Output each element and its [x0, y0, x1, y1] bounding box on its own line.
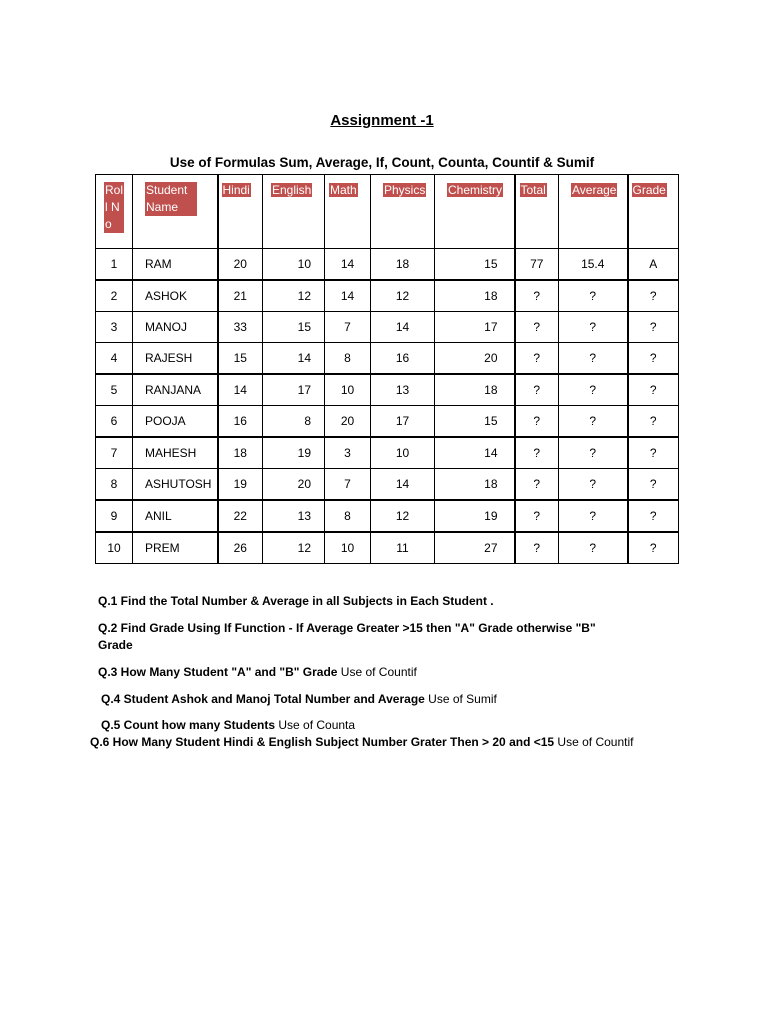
cell-physics: 12 [371, 280, 435, 312]
header-roll-no [96, 175, 133, 249]
cell-hindi: 14 [218, 374, 263, 406]
cell-chemistry: 19 [435, 500, 515, 532]
cell-average: ? [559, 343, 628, 375]
cell-total: ? [515, 312, 559, 343]
cell-name: MAHESH [133, 437, 218, 469]
cell-physics: 11 [371, 532, 435, 564]
question-4 [101, 691, 661, 708]
cell-average: ? [559, 374, 628, 406]
cell-name: ASHOK [133, 280, 218, 312]
question-6 [90, 734, 730, 751]
cell-chemistry: 20 [435, 343, 515, 375]
table-row [96, 532, 679, 564]
cell-hindi: 33 [218, 312, 263, 343]
table-row [96, 469, 679, 501]
cell-hindi: 18 [218, 437, 263, 469]
cell-roll: 6 [96, 406, 133, 438]
cell-english: 8 [263, 406, 325, 438]
header-label: Roll No [105, 183, 124, 231]
cell-physics: 10 [371, 437, 435, 469]
cell-chemistry: 27 [435, 532, 515, 564]
question-2 [98, 620, 613, 654]
cell-math: 10 [325, 374, 371, 406]
question-1 [98, 593, 658, 610]
marks-table [95, 174, 679, 564]
header-math [325, 175, 371, 249]
cell-grade: A [628, 249, 679, 281]
cell-hindi: 20 [218, 249, 263, 281]
cell-average: ? [559, 532, 628, 564]
cell-chemistry: 15 [435, 249, 515, 281]
cell-chemistry: 18 [435, 280, 515, 312]
cell-total: ? [515, 280, 559, 312]
cell-hindi: 16 [218, 406, 263, 438]
header-chemistry [435, 175, 515, 249]
cell-hindi: 22 [218, 500, 263, 532]
header-physics [371, 175, 435, 249]
cell-chemistry: 18 [435, 469, 515, 501]
cell-english: 10 [263, 249, 325, 281]
cell-total: ? [515, 532, 559, 564]
header-label: Chemistry [448, 183, 503, 197]
header-label: English [272, 183, 312, 197]
cell-physics: 13 [371, 374, 435, 406]
cell-math: 3 [325, 437, 371, 469]
cell-roll: 2 [96, 280, 133, 312]
cell-average: ? [559, 469, 628, 501]
cell-physics: 14 [371, 469, 435, 501]
page-title: Assignment -1 [330, 112, 434, 129]
cell-chemistry: 18 [435, 374, 515, 406]
cell-chemistry: 14 [435, 437, 515, 469]
table-row [96, 343, 679, 375]
cell-physics: 14 [371, 312, 435, 343]
cell-total: ? [515, 374, 559, 406]
cell-roll: 1 [96, 249, 133, 281]
cell-grade: ? [628, 532, 679, 564]
question-text: Q.3 How Many Student "A" and "B" Grade [98, 665, 338, 679]
cell-math: 14 [325, 280, 371, 312]
header-grade [628, 175, 679, 249]
header-label: Hindi [222, 183, 250, 197]
cell-average: ? [559, 500, 628, 532]
cell-grade: ? [628, 469, 679, 501]
cell-english: 15 [263, 312, 325, 343]
header-label: Student Name [145, 182, 197, 216]
cell-total: ? [515, 343, 559, 375]
cell-hindi: 19 [218, 469, 263, 501]
cell-math: 7 [325, 469, 371, 501]
cell-total: ? [515, 500, 559, 532]
question-3 [98, 664, 658, 681]
table-row [96, 249, 679, 281]
cell-roll: 7 [96, 437, 133, 469]
question-hint: Use of Countif [337, 665, 417, 679]
cell-total: 77 [515, 249, 559, 281]
table-row [96, 500, 679, 532]
cell-grade: ? [628, 500, 679, 532]
cell-grade: ? [628, 312, 679, 343]
header-student-name [133, 175, 218, 249]
cell-hindi: 21 [218, 280, 263, 312]
cell-name: PREM [133, 532, 218, 564]
cell-roll: 9 [96, 500, 133, 532]
cell-english: 19 [263, 437, 325, 469]
question-hint: Use of Sumif [424, 692, 497, 706]
question-text: Q.1 Find the Total Number & Average in all Subjects in Each Student . [98, 594, 494, 608]
question-hint: Use of Counta [275, 718, 356, 732]
header-label: Grade [632, 183, 666, 197]
cell-physics: 16 [371, 343, 435, 375]
cell-name: RAM [133, 249, 218, 281]
cell-name: ANIL [133, 500, 218, 532]
header-average [559, 175, 628, 249]
cell-math: 8 [325, 500, 371, 532]
cell-total: ? [515, 406, 559, 438]
table-row [96, 406, 679, 438]
question-text: Q.5 Count how many Students [101, 718, 276, 732]
cell-total: ? [515, 437, 559, 469]
cell-physics: 12 [371, 500, 435, 532]
cell-grade: ? [628, 280, 679, 312]
cell-chemistry: 17 [435, 312, 515, 343]
cell-math: 7 [325, 312, 371, 343]
question-text: Q.2 Find Grade Using If Function - If Average Greater >15 then "A" Grade otherwise "B" Grade [98, 621, 596, 652]
cell-hindi: 15 [218, 343, 263, 375]
cell-math: 8 [325, 343, 371, 375]
table-header-row [96, 175, 679, 249]
cell-math: 20 [325, 406, 371, 438]
cell-roll: 10 [96, 532, 133, 564]
cell-average: 15.4 [559, 249, 628, 281]
cell-name: POOJA [133, 406, 218, 438]
cell-name: MANOJ [133, 312, 218, 343]
header-total [515, 175, 559, 249]
cell-physics: 18 [371, 249, 435, 281]
question-text: Q.6 How Many Student Hindi & English Subject Number Grater Then > 20 and <15 [90, 735, 555, 749]
cell-average: ? [559, 280, 628, 312]
question-text: Q.4 Student Ashok and Manoj Total Number and Average [101, 692, 425, 706]
table-row [96, 374, 679, 406]
cell-math: 10 [325, 532, 371, 564]
header-label: Math [330, 183, 357, 197]
cell-total: ? [515, 469, 559, 501]
cell-roll: 4 [96, 343, 133, 375]
table-row [96, 312, 679, 343]
cell-name: ASHUTOSH [133, 469, 218, 501]
cell-hindi: 26 [218, 532, 263, 564]
header-label: Total [520, 183, 546, 197]
table-row [96, 280, 679, 312]
cell-english: 14 [263, 343, 325, 375]
cell-chemistry: 15 [435, 406, 515, 438]
cell-grade: ? [628, 437, 679, 469]
cell-average: ? [559, 437, 628, 469]
cell-roll: 5 [96, 374, 133, 406]
cell-grade: ? [628, 343, 679, 375]
cell-english: 13 [263, 500, 325, 532]
cell-average: ? [559, 406, 628, 438]
cell-english: 12 [263, 532, 325, 564]
cell-average: ? [559, 312, 628, 343]
cell-roll: 8 [96, 469, 133, 501]
table-row [96, 437, 679, 469]
cell-physics: 17 [371, 406, 435, 438]
header-label: Average [572, 183, 617, 197]
cell-grade: ? [628, 406, 679, 438]
question-5 [101, 717, 661, 734]
cell-grade: ? [628, 374, 679, 406]
cell-name: RANJANA [133, 374, 218, 406]
question-hint: Use of Countif [554, 735, 634, 749]
cell-english: 17 [263, 374, 325, 406]
cell-roll: 3 [96, 312, 133, 343]
cell-english: 12 [263, 280, 325, 312]
cell-english: 20 [263, 469, 325, 501]
cell-name: RAJESH [133, 343, 218, 375]
header-label: Physics [384, 183, 426, 197]
header-english [263, 175, 325, 249]
cell-math: 14 [325, 249, 371, 281]
header-hindi [218, 175, 263, 249]
table-caption: Use of Formulas Sum, Average, If, Count, Counta, Countif & Sumif [169, 155, 595, 170]
